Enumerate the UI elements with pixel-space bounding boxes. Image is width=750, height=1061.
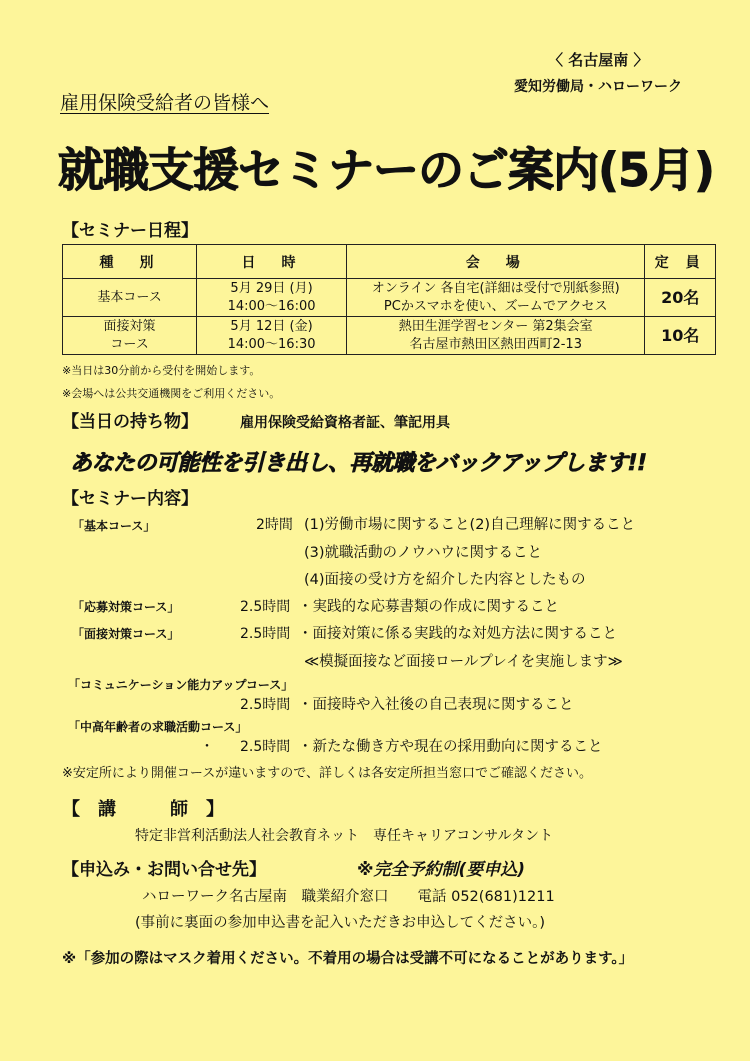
row-venue: オンライン 各自宅(詳細は受付で別紙参照) PCかスマホを使い、ズームでアクセス bbox=[347, 279, 645, 317]
column-header-datetime: 日 時 bbox=[197, 245, 347, 279]
course-name-interview: 「面接対策コース」 bbox=[72, 627, 180, 641]
row-type: 面接対策 コース bbox=[63, 317, 197, 355]
course-duration-basic: 2時間 bbox=[256, 517, 293, 533]
slogan: あなたの可能性を引き出し、再就職をバックアップします!! bbox=[70, 451, 647, 476]
course-name-apply: 「応募対策コース」 bbox=[72, 600, 180, 614]
row-datetime: 5月 12日 (金) 14:00～16:30 bbox=[197, 317, 347, 355]
schedule-heading: 【セミナー日程】 bbox=[62, 221, 198, 241]
column-header-capacity: 定 員 bbox=[645, 245, 716, 279]
application-instruction: (事前に裏面の参加申込書を記入いただきお申込してください。) bbox=[135, 915, 546, 931]
column-header-type: 種 別 bbox=[63, 245, 197, 279]
lecturer-heading: 【 講 師 】 bbox=[62, 799, 224, 820]
course-name-senior: 「中高年齢者の求職活動コース」 bbox=[68, 720, 248, 734]
belongings-heading: 【当日の持ち物】 bbox=[62, 412, 198, 432]
course-name-communication: 「コミュニケーション能力アップコース」 bbox=[68, 678, 294, 692]
belongings-value: 雇用保険受給資格者証、筆記用具 bbox=[240, 415, 450, 431]
course-desc-senior: ・新たな働き方や現在の採用動向に関すること bbox=[298, 739, 603, 755]
course-desc-basic: (4)面接の受け方を紹介した内容としたもの bbox=[304, 572, 586, 588]
course-desc-communication: ・面接時や入社後の自己表現に関すること bbox=[298, 697, 574, 713]
course-warning: ※安定所により開催コースが違いますので、詳しくは各安定所担当窓口でご確認ください。 bbox=[62, 766, 592, 781]
row-capacity: 10名 bbox=[645, 317, 716, 355]
row-type: 基本コース bbox=[63, 279, 197, 317]
course-desc-apply: ・実践的な応募書類の作成に関すること bbox=[298, 599, 559, 615]
course-duration-interview: 2.5時間 bbox=[240, 626, 291, 642]
application-heading: 【申込み・お問い合せ先】 bbox=[62, 860, 266, 880]
row-capacity: 20名 bbox=[645, 279, 716, 317]
lecturer-value: 特定非営利活動法人社会教育ネット 専任キャリアコンサルタント bbox=[135, 828, 554, 844]
page-title: 就職支援セミナーのご案内(5月) bbox=[58, 143, 715, 197]
mask-notice: ※「参加の際はマスク着用ください。不着用の場合は受講不可になることがあります。」 bbox=[62, 951, 634, 967]
column-header-venue: 会 場 bbox=[347, 245, 645, 279]
table-header-row bbox=[63, 245, 716, 279]
table-row bbox=[63, 317, 716, 355]
course-duration-apply: 2.5時間 bbox=[240, 599, 291, 615]
schedule-note: ※当日は30分前から受付を開始します。 bbox=[62, 364, 261, 377]
senior-bullet: ・ bbox=[200, 739, 214, 755]
organization-name: 愛知労働局・ハローワーク bbox=[514, 79, 682, 95]
course-desc-interview: ・面接対策に係る実践的な対処方法に関すること bbox=[298, 626, 617, 642]
course-duration-communication: 2.5時間 bbox=[240, 697, 291, 713]
office-name: 〈 名古屋南 〉 bbox=[548, 51, 649, 69]
row-datetime: 5月 29日 (月) 14:00～16:00 bbox=[197, 279, 347, 317]
course-desc-basic: (3)就職活動のノウハウに関すること bbox=[304, 545, 543, 561]
schedule-table bbox=[62, 244, 716, 355]
course-duration-senior: 2.5時間 bbox=[240, 739, 291, 755]
contact-line: ハローワーク名古屋南 職業紹介窓口 電話 052(681)1211 bbox=[142, 889, 555, 905]
row-venue: 熱田生涯学習センター 第2集会室 名古屋市熱田区熱田西町2-13 bbox=[347, 317, 645, 355]
audience-line: 雇用保険受給者の皆様へ bbox=[60, 92, 270, 114]
table-row bbox=[63, 279, 716, 317]
reservation-note: ※完全予約制(要申込) bbox=[357, 860, 526, 880]
course-desc-basic: (1)労働市場に関すること(2)自己理解に関すること bbox=[304, 517, 636, 533]
schedule-note: ※会場へは公共交通機関をご利用ください。 bbox=[62, 387, 281, 400]
course-extra-interview: ≪模擬面接など面接ロールプレイを実施します≫ bbox=[304, 654, 623, 670]
content-heading: 【セミナー内容】 bbox=[62, 489, 198, 509]
course-name-basic: 「基本コース」 bbox=[72, 519, 156, 533]
